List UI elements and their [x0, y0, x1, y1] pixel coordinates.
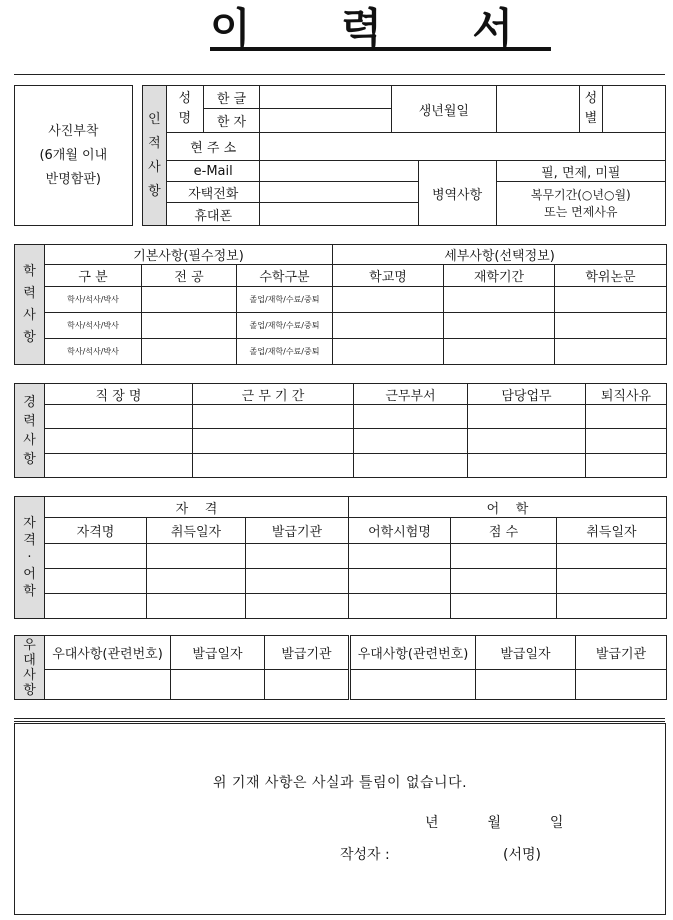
enrollment-period-field-3[interactable]: [444, 339, 555, 365]
qualification-table: [14, 496, 667, 619]
education-table: [14, 244, 667, 365]
preference-cell[interactable]: [171, 670, 265, 700]
col-work-period: 근 무 기 간: [193, 384, 354, 405]
school-name-field-2[interactable]: [333, 313, 444, 339]
qualification-cell[interactable]: [557, 544, 667, 569]
career-cell[interactable]: [45, 453, 193, 477]
qualification-side-label: 자 격 · 어 학: [15, 497, 45, 619]
military-label: 병역사항: [418, 161, 496, 226]
qualification-cell[interactable]: [451, 569, 557, 594]
study-status-option-2[interactable]: 졸업/재학/수료/중퇴: [237, 313, 333, 339]
preference-cell[interactable]: [265, 670, 350, 700]
address-field[interactable]: [260, 133, 666, 161]
declaration-statement: 위 기재 사항은 사실과 틀림이 없습니다.: [212, 775, 468, 791]
hanja-name-field[interactable]: [260, 109, 392, 133]
birth-label: 생년월일: [392, 86, 496, 133]
preference-cell[interactable]: [45, 670, 171, 700]
email-label: e-Mail: [167, 161, 260, 182]
major-field-1[interactable]: [142, 287, 237, 313]
title-divider: [14, 74, 665, 75]
major-field-3[interactable]: [142, 339, 237, 365]
service-line-1: 복무기간(○년○월): [530, 187, 631, 202]
license-header: 자 격: [45, 497, 349, 518]
enrollment-period-field-1[interactable]: [444, 287, 555, 313]
career-cell[interactable]: [354, 429, 468, 453]
qualification-cell[interactable]: [147, 569, 246, 594]
service-line-2: 또는 면제사유: [544, 204, 618, 219]
qualification-cell[interactable]: [246, 544, 349, 569]
col-leave-reason: 퇴직사유: [586, 384, 667, 405]
col-duty: 담당업무: [468, 384, 586, 405]
col-preference-item-2: 우대사항(관련번호): [350, 636, 476, 670]
qualification-cell[interactable]: [557, 594, 667, 619]
career-side-label: 경 력 사 항: [15, 384, 45, 478]
qualification-cell[interactable]: [349, 544, 451, 569]
photo-line-3: 반명함판): [45, 171, 101, 187]
study-status-option-1[interactable]: 졸업/재학/수료/중퇴: [237, 287, 333, 313]
col-license-date: 취득일자: [147, 518, 246, 544]
career-cell[interactable]: [193, 429, 354, 453]
address-label: 현 주 소: [167, 133, 260, 161]
gender-field[interactable]: [603, 86, 666, 133]
qualification-cell[interactable]: [451, 594, 557, 619]
email-field[interactable]: [260, 161, 418, 182]
col-thesis: 학위논문: [555, 265, 667, 287]
col-department: 근무부서: [354, 384, 468, 405]
mobile-field[interactable]: [260, 203, 418, 226]
gender-label: 성 별: [579, 86, 602, 133]
col-language-date: 취득일자: [557, 518, 667, 544]
career-cell[interactable]: [45, 405, 193, 429]
col-study-type: 수학구분: [237, 265, 333, 287]
career-cell[interactable]: [468, 429, 586, 453]
career-cell[interactable]: [586, 405, 667, 429]
career-cell[interactable]: [354, 453, 468, 477]
page-title: 이 력 서: [210, 4, 551, 53]
col-license-issuer: 발급기관: [246, 518, 349, 544]
hanja-label: 한 자: [203, 109, 260, 133]
col-company: 직 장 명: [45, 384, 193, 405]
career-cell[interactable]: [586, 429, 667, 453]
preference-cell[interactable]: [350, 670, 476, 700]
career-cell[interactable]: [45, 429, 193, 453]
birth-field[interactable]: [496, 86, 579, 133]
enrollment-period-field-2[interactable]: [444, 313, 555, 339]
col-score: 점 수: [451, 518, 557, 544]
preference-table: [14, 635, 667, 700]
col-preference-issuer: 발급기관: [265, 636, 350, 670]
col-preference-date-2: 발급일자: [476, 636, 576, 670]
author-name-field[interactable]: [405, 842, 500, 864]
qualification-cell[interactable]: [349, 594, 451, 619]
preference-cell[interactable]: [576, 670, 667, 700]
home-phone-label: 자택전화: [167, 182, 260, 203]
qualification-cell[interactable]: [45, 569, 147, 594]
qualification-cell[interactable]: [45, 594, 147, 619]
degree-option-2[interactable]: 학사/석사/박사: [45, 313, 142, 339]
qualification-cell[interactable]: [45, 544, 147, 569]
thesis-field-3[interactable]: [555, 339, 667, 365]
education-detail-header: 세부사항(선택정보): [333, 245, 667, 265]
qualification-cell[interactable]: [451, 544, 557, 569]
declaration-divider-bottom: [14, 721, 665, 722]
military-status[interactable]: 필, 면제, 미필: [496, 161, 665, 182]
name-label: 성 명: [167, 86, 204, 133]
qualification-cell[interactable]: [147, 594, 246, 619]
declaration-box: [14, 723, 666, 915]
date-line: [425, 812, 563, 832]
qualification-cell[interactable]: [349, 569, 451, 594]
author-label: 작성자 :: [340, 847, 390, 863]
home-phone-field[interactable]: [260, 182, 418, 203]
photo-line-2: (6개월 이내: [39, 147, 108, 163]
degree-option-3[interactable]: 학사/석사/박사: [45, 339, 142, 365]
qualification-cell[interactable]: [246, 594, 349, 619]
day-label: 일: [549, 815, 564, 831]
career-cell[interactable]: [468, 453, 586, 477]
career-cell[interactable]: [354, 405, 468, 429]
mobile-label: 휴대폰: [167, 203, 260, 226]
service-period-field[interactable]: [496, 182, 665, 226]
qualification-cell[interactable]: [557, 569, 667, 594]
preference-side-label: 우 대 사 항: [15, 636, 45, 700]
study-status-option-3[interactable]: 졸업/재학/수료/중퇴: [237, 339, 333, 365]
col-enrollment-period: 재학기간: [444, 265, 555, 287]
col-school-name: 학교명: [333, 265, 444, 287]
qualification-cell[interactable]: [147, 544, 246, 569]
col-preference-date: 발급일자: [171, 636, 265, 670]
career-cell[interactable]: [193, 405, 354, 429]
col-category: 구 분: [45, 265, 142, 287]
col-preference-item: 우대사항(관련번호): [45, 636, 171, 670]
school-name-field-3[interactable]: [333, 339, 444, 365]
personal-side-label: 인 적 사 항: [142, 86, 166, 226]
education-basic-header: 기본사항(필수정보): [45, 245, 333, 265]
career-cell[interactable]: [193, 453, 354, 477]
school-name-field-1[interactable]: [333, 287, 444, 313]
personal-info-table: [14, 85, 666, 226]
thesis-field-2[interactable]: [555, 313, 667, 339]
col-preference-issuer-2: 발급기관: [576, 636, 667, 670]
preference-cell[interactable]: [476, 670, 576, 700]
signature-label[interactable]: (서명): [503, 847, 541, 863]
career-cell[interactable]: [468, 405, 586, 429]
year-label: 년: [425, 815, 439, 831]
col-license-name: 자격명: [45, 518, 147, 544]
col-language-test: 어학시험명: [349, 518, 451, 544]
thesis-field-1[interactable]: [555, 287, 667, 313]
degree-option-1[interactable]: 학사/석사/박사: [45, 287, 142, 313]
month-label: 월: [487, 815, 501, 831]
col-major: 전 공: [142, 265, 237, 287]
photo-line-1: 사진부착: [48, 123, 99, 139]
hangul-label: 한 글: [203, 86, 260, 109]
major-field-2[interactable]: [142, 313, 237, 339]
declaration-divider-top: [14, 718, 665, 719]
hangul-name-field[interactable]: [260, 86, 392, 109]
education-side-label: 학 력 사 항: [15, 245, 45, 365]
qualification-cell[interactable]: [246, 569, 349, 594]
photo-area[interactable]: [15, 86, 133, 226]
career-cell[interactable]: [586, 453, 667, 477]
language-header: 어 학: [349, 497, 667, 518]
career-table: [14, 383, 667, 478]
